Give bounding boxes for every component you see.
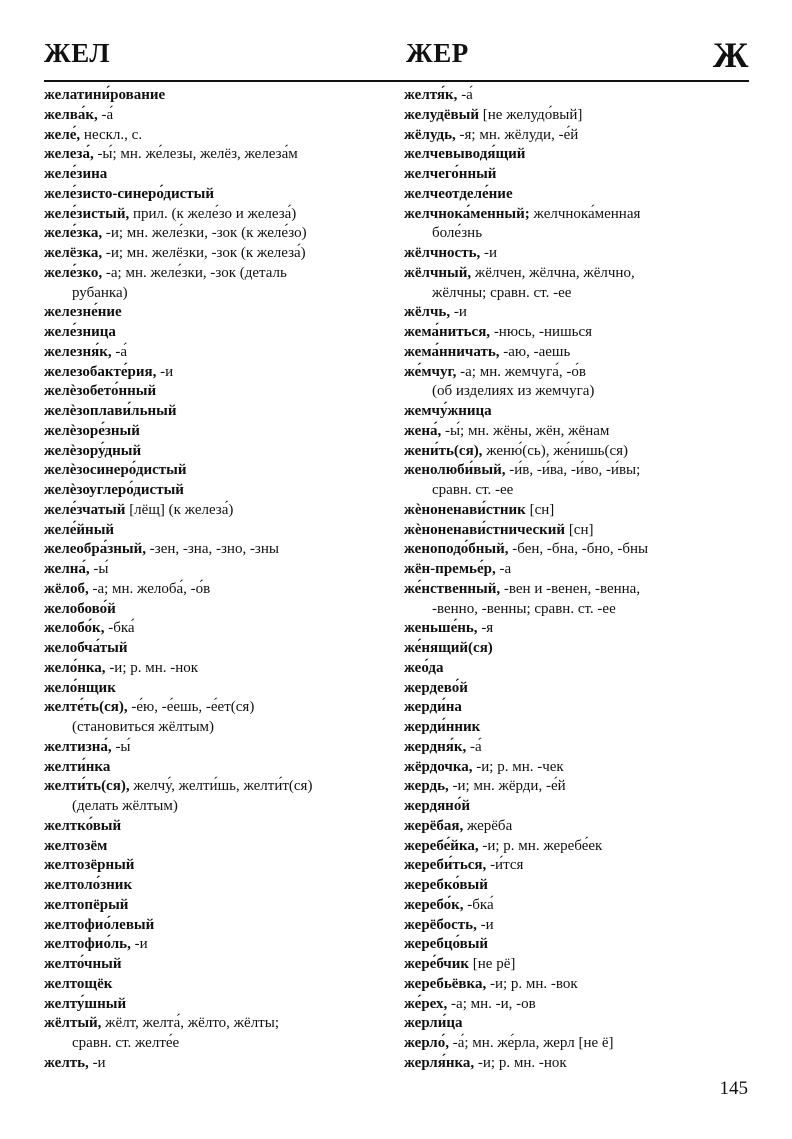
dictionary-entry [404,205,749,225]
dictionary-entry [44,975,394,995]
dictionary-entry [404,86,749,106]
dictionary-entry [44,600,394,620]
dictionary-entry [44,955,394,975]
dictionary-entry [404,422,749,442]
dictionary-entry [404,580,749,600]
entry-headword: желѐзоуглеро́дистый [44,482,184,498]
entry-headword: же́нящий(ся) [404,640,493,656]
entry-headword: железобакте́рия, [44,363,157,380]
dictionary-entry [404,817,749,837]
dictionary-entry [404,659,749,679]
dictionary-entry [44,935,394,955]
dictionary-entry [44,264,394,284]
entry-headword: жён-премье́р, [404,561,496,577]
entry-headword: жердево́й [404,679,468,696]
entry-forms: -и; р. мн. -нок [105,659,199,676]
entry-forms: [не желудо́вый] [479,106,583,123]
entry-headword: жердяно́й [404,798,470,814]
entry-headword: женьше́нь, [404,620,478,637]
dictionary-entry [404,797,749,817]
entry-forms: -бка́ [463,896,494,913]
entry-headword: желчего́нный [404,166,497,182]
dictionary-entry [44,205,394,225]
dictionary-entry [404,106,749,126]
dictionary-entry [44,1014,394,1034]
entry-headword: желѐзосинеро́дистый [44,462,187,479]
dictionary-entry [44,679,394,699]
dictionary-entry [44,521,394,541]
entry-forms: [не рё] [469,956,516,972]
dictionary-entry [44,481,394,501]
right-column [404,86,749,1074]
dictionary-entry [404,639,749,659]
entry-headword: желте́ть(ся), [44,699,128,716]
dictionary-entry [44,876,394,896]
entry-forms: -и [130,936,148,953]
entry-forms: -и; мн. желе́зки, -зок (к желе́зо) [102,225,307,242]
entry-forms: -а; мн. жемчуга́, -о́в [456,363,586,380]
dictionary-entry [404,856,749,876]
dictionary-entry [44,896,394,916]
dictionary-entry [44,758,394,778]
entry-headword: жема́ниться, [404,324,491,340]
dictionary-entry [404,264,749,284]
entry-headword: железне́ние [44,304,122,321]
entry-headword: же́рех, [404,995,448,1012]
entry-forms: -а [495,561,512,577]
running-head-left: ЖЕЛ [44,38,110,68]
entry-forms: -я; мн. жёлуди, -е́й [455,126,579,143]
entry-headword: жеребьёвка, [404,975,487,992]
running-head-right: ЖЕР [406,38,469,68]
section-letter: Ж [712,35,749,75]
dictionary-entry [44,402,394,422]
entry-headword: желудёвый [404,106,480,123]
entry-forms: -нюсь, -нишься [490,324,593,340]
dictionary-entry [404,402,749,422]
entry-forms: -и [88,1054,106,1071]
dictionary-entry [404,916,749,936]
dictionary-entry [44,560,394,580]
dictionary-entry [404,619,749,639]
entry-forms: желчнока́менная [529,205,641,222]
entry-forms: -я [477,620,494,637]
entry-headword: железа́, [44,146,94,163]
entry-headword: желту́шный [44,995,127,1012]
entry-headword: жени́ть(ся), [404,442,483,459]
dictionary-entry [44,165,394,185]
entry-forms: -а; мн. желе́зки, -зок (деталь [102,264,287,281]
entry-forms: -и [476,916,494,933]
entry-headword: желе́зина [44,166,108,182]
dictionary-entry [44,106,394,126]
entry-headword: жерли́ца [404,1015,463,1032]
entry-continuation: (об изделиях из жемчуга) [432,383,595,400]
entry-headword: желтизна́, [44,738,112,755]
entry-headword: жёлоб, [44,580,89,597]
entry-headword: желтя́к, [404,87,458,103]
page-header [44,35,749,80]
dictionary-entry [404,560,749,580]
entry-headword: желтощёк [44,975,113,992]
dictionary-entry [404,777,749,797]
entry-forms: жёлт, желта́, жёлто, жёлты; [101,1015,279,1032]
entry-forms: -а́ [466,738,482,755]
entry-forms: -и [156,363,174,380]
dictionary-entry [404,540,749,560]
dictionary-entry [44,698,394,718]
dictionary-entry [44,817,394,837]
dictionary-entry [44,995,394,1015]
dictionary-entry [44,916,394,936]
dictionary-entry [404,896,749,916]
dictionary-entry [44,580,394,600]
dictionary-entry [404,955,749,975]
entry-forms: [сн] [565,521,594,538]
dictionary-entry [404,995,749,1015]
entry-headword: желе́зисто-синеро́дистый [44,185,215,202]
dictionary-entry [44,382,394,402]
entry-headword: жео́да [404,659,444,676]
entry-headword: желтко́вый [44,817,122,834]
dictionary-entry [44,1054,394,1074]
entry-headword: железня́к, [44,343,112,360]
entry-continuation: рубанка) [72,284,128,301]
entry-headword: желёзка, [44,245,103,261]
left-column [44,86,394,1074]
entry-headword: же́мчуг, [404,363,457,380]
entry-headword: желти́нка [44,758,111,775]
entry-forms: -а́ [97,106,114,123]
entry-forms: -и; мн. жёрди, -е́й [448,778,566,795]
entry-continuation: жёлчны; сравн. ст. -ее [432,284,572,301]
entry-headword: желе́зко, [44,264,103,281]
dictionary-entry [404,521,749,541]
entry-headword: желе́зистый, [44,205,130,222]
dictionary-entry [404,837,749,857]
entry-forms: -и [480,245,498,261]
entry-continuation: боле́знь [432,225,483,242]
dictionary-entry [404,698,749,718]
dictionary-entry [44,777,394,797]
dictionary-entry [44,659,394,679]
dictionary-entry [404,303,749,323]
entry-forms: -а́ [457,87,473,103]
dictionary-entry [404,1034,749,1054]
entry-forms: [сн] [525,501,555,518]
dictionary-entry [404,126,749,146]
dictionary-entry [44,185,394,205]
dictionary-entry [44,639,394,659]
entry-headword: жерди́на [404,699,462,716]
entry-continuation: (становиться жёлтым) [72,719,215,735]
dictionary-entry [44,856,394,876]
entry-headword: желѐзоплави́льный [44,403,177,419]
entry-headword: жере́бчик [404,956,470,972]
dictionary-entry [404,501,749,521]
entry-continuation: (делать жёлтым) [72,798,178,814]
entry-forms: -и [450,304,467,321]
dictionary-entry [44,86,394,106]
entry-headword: желна́, [44,561,90,577]
entry-headword: жерди́нник [404,719,481,735]
entry-headword: желтоло́зник [44,877,133,893]
dictionary-entry [404,461,749,481]
entry-headword: желчеотделе́ние [404,185,513,202]
dictionary-entry [44,244,394,264]
entry-headword: желобово́й [44,600,116,617]
entry-headword: желѐзоре́зный [44,422,140,439]
dictionary-entry [44,540,394,560]
dictionary-entry [404,935,749,955]
dictionary-entry [404,718,749,738]
entry-headword: желобча́тый [44,640,128,656]
entry-headword: желе́, [44,126,81,143]
entry-forms: -зен, -зна, -зно, -зны [146,541,279,558]
entry-headword: жёлудь, [404,126,456,143]
entry-headword: жеребко́вый [404,877,488,893]
entry-headword: жереби́ться, [404,857,487,874]
entry-continuation: -венно, -венны; сравн. ст. -ее [432,600,616,617]
entry-forms: -бен, -бна, -бно, -бны [508,541,649,558]
dictionary-entry [44,619,394,639]
entry-headword: желтопёрый [44,896,129,913]
entry-forms: -и; мн. желёзки, -зок (к железа́) [102,245,306,261]
entry-headword: желчнока́менный; [404,205,530,222]
entry-headword: женолюби́вый, [404,462,506,479]
entry-forms: жерёба [463,817,513,834]
entry-headword: желе́зчатый [44,501,126,518]
entry-forms: -а́ [111,343,127,360]
entry-headword: желть, [44,1054,89,1071]
entry-headword: желчевыводя́щий [404,146,526,163]
dictionary-entry [44,837,394,857]
dictionary-entry [404,244,749,264]
entry-forms: -аю, -аешь [499,343,571,360]
dictionary-entry [44,738,394,758]
entry-headword: желтозём [44,837,108,854]
entry-headword: же́нственный, [404,580,501,597]
entry-headword: желтофио́ль, [44,936,131,953]
dictionary-entry [404,343,749,363]
entry-headword: жёлтый, [44,1015,102,1032]
dictionary-entry [404,1014,749,1034]
entry-headword: жерло́, [404,1035,449,1051]
dictionary-entry [44,442,394,462]
entry-headword: жемчу́жница [404,403,492,419]
entry-headword: жѐноненави́стнический [404,521,566,538]
dictionary-entry [44,323,394,343]
entry-headword: желто́чный [44,956,122,972]
dictionary-entry [404,758,749,778]
entry-forms: -е́ю, -е́ешь, -е́ет(ся) [127,699,255,716]
dictionary-entry [44,422,394,442]
entry-headword: желва́к, [44,106,98,123]
entry-headword: жело́нка, [44,659,106,676]
dictionary-entry [44,224,394,244]
entry-headword: жерёбая, [404,817,464,834]
entry-forms: -ы́ [89,561,109,577]
entry-forms: -и́в, -и́ва, -и́во, -и́вы; [505,462,641,479]
entry-headword: жѐноненави́стник [404,501,526,518]
dictionary-entry [404,679,749,699]
dictionary-entry [404,876,749,896]
dictionary-entry [404,323,749,343]
entry-headword: желе́зка, [44,225,103,242]
dictionary-entry [404,738,749,758]
dictionary-entry [44,501,394,521]
entry-headword: желтофио́левый [44,916,155,933]
entry-forms: -и; р. мн. -нок [474,1054,567,1071]
entry-headword: жёлчь, [404,304,451,321]
dictionary-entry [404,165,749,185]
dictionary-entry [404,363,749,383]
dictionary-entry [404,975,749,995]
entry-forms: -ы́; мн. жёны, жён, жёнам [441,422,610,439]
dictionary-entry [404,145,749,165]
entry-headword: желтозёрный [44,857,135,874]
entry-headword: жена́, [404,422,442,439]
entry-headword: желѐзору́дный [44,442,142,459]
entry-forms: -и; р. мн. -вок [486,975,578,992]
dictionary-entry [44,303,394,323]
entry-headword: желти́ть(ся), [44,778,130,795]
entry-forms: -а; мн. -и, -ов [447,995,536,1012]
entry-headword: жёлчный, [404,264,472,281]
dictionary-entry [404,442,749,462]
entry-forms: желчу́, желти́шь, желти́т(ся) [129,778,313,795]
entry-forms: -ы́ [111,738,131,755]
entry-headword: жердь, [404,778,449,795]
dictionary-entry [44,126,394,146]
entry-headword: желѐзобето́нный [44,383,157,400]
entry-forms: -а́; мн. же́рла, жерл [не ё] [448,1035,614,1051]
dictionary-entry [404,1054,749,1074]
entry-forms: -и; р. мн. жеребе́ек [478,837,603,854]
entry-headword: желе́йный [44,521,115,538]
entry-forms: жёлчен, жёлчна, жёлчно, [471,264,635,281]
entry-headword: жерля́нка, [404,1054,475,1071]
entry-continuation: сравн. ст. желте́е [72,1035,180,1051]
entry-headword: жеребе́йка, [404,837,479,854]
entry-headword: жёрдочка, [404,758,473,775]
entry-headword: жёлчность, [404,245,481,261]
entry-forms: -и; р. мн. -чек [472,758,564,775]
entry-forms: женю́(сь), же́нишь(ся) [482,442,629,459]
dictionary-entry [44,363,394,383]
dictionary-entry [404,185,749,205]
entry-forms: -бка́ [104,620,135,637]
entry-forms: -ы́; мн. же́лезы, желёз, железа́м [93,146,298,163]
entry-headword: желобо́к, [44,620,105,637]
entry-headword: жема́нничать, [404,343,500,360]
entry-forms: -вен и -венен, -венна, [500,580,641,597]
dictionary-entry [44,145,394,165]
entry-forms: -а; мн. желоба́, -о́в [88,580,211,597]
entry-headword: жеребцо́вый [404,936,489,953]
entry-headword: жело́нщик [44,679,116,696]
entry-continuation: сравн. ст. -ее [432,482,514,498]
entry-forms: [лёщ] (к железа́) [125,501,234,518]
entry-headword: жерёбость, [404,916,477,933]
header-rule [44,80,749,82]
entry-headword: желеобра́зный, [44,541,147,558]
page-number: 145 [719,1078,748,1099]
entry-headword: жеребо́к, [404,896,464,913]
entry-forms: нескл., с. [80,126,143,143]
dictionary-entry [44,343,394,363]
entry-headword: жердня́к, [404,738,467,755]
entry-forms: прил. (к желе́зо и железа́) [129,205,297,222]
entry-headword: желе́зница [44,324,116,340]
entry-headword: желатини́рование [44,87,166,103]
entry-forms: -и́тся [486,857,524,874]
dictionary-entry [44,461,394,481]
entry-headword: женоподо́бный, [404,541,509,558]
